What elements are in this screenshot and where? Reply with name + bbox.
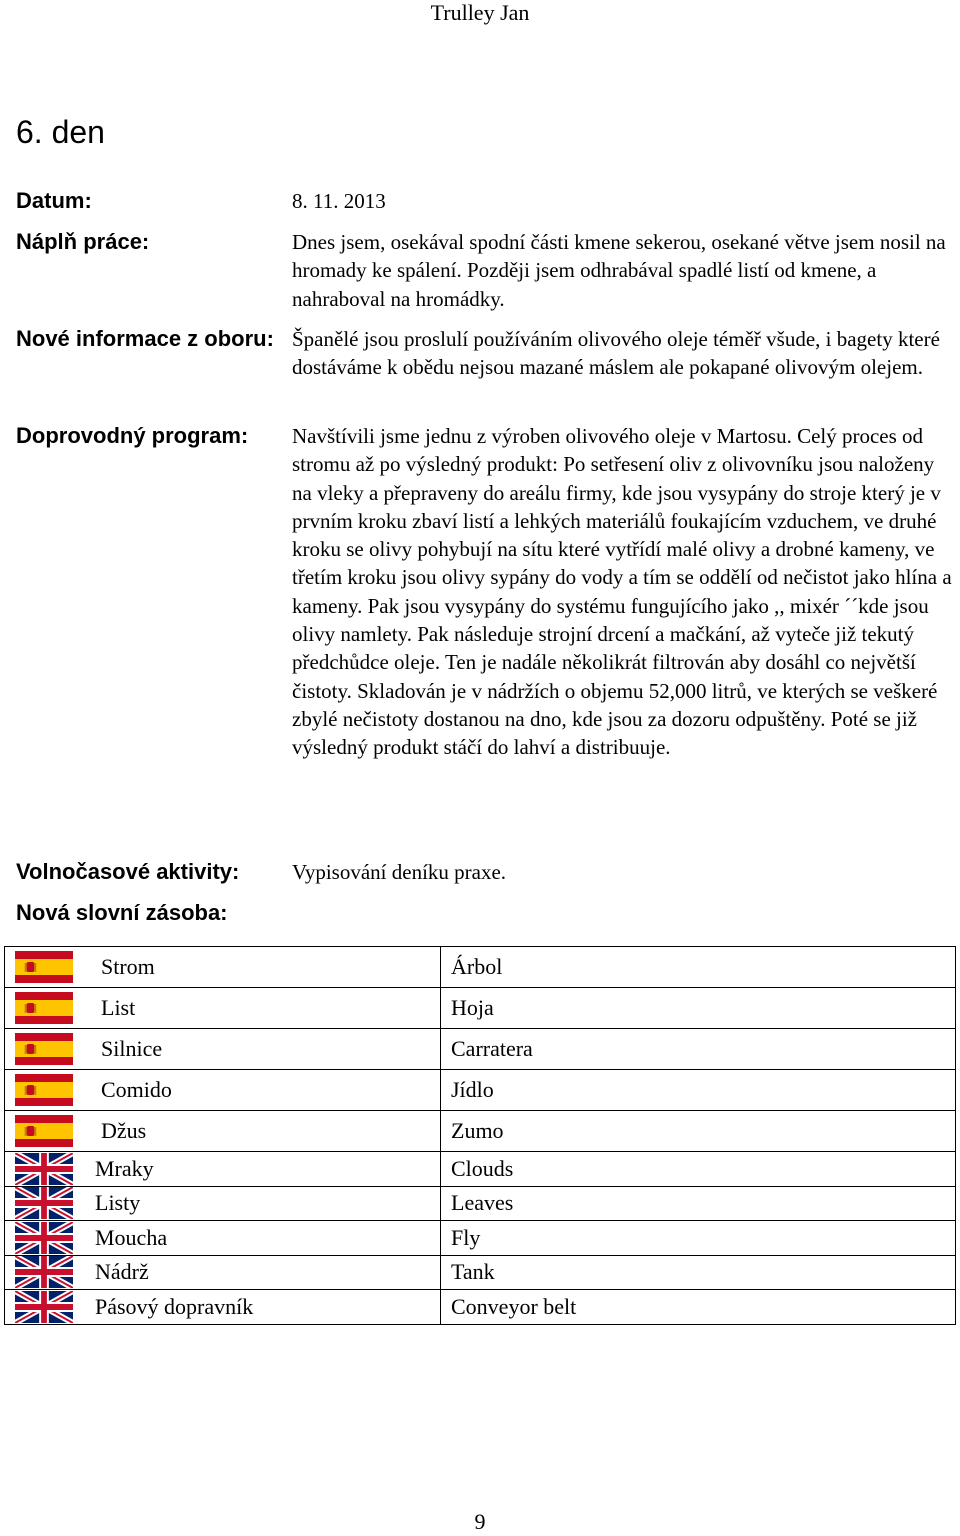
vocab-row: [5, 1290, 956, 1325]
vocab-czech-cell-content: [5, 1115, 440, 1147]
vocabulary-table-body: [5, 947, 956, 1325]
work-value: Dnes jsem, osekával spodní části kmene sekerou, osekané větve jsem nosil na hromady ke spálení. Později jsem odhrabával spadlé listí od kmene, a nahraboval na hromádky.: [292, 230, 946, 311]
uk-flag-icon: [15, 1222, 73, 1254]
vocab-czech-cell: [5, 1111, 441, 1152]
info-value: Španělé jsou proslulí používáním olivového oleje téměř všude, i bagety které dostáváme k obědu nejsou mazané máslem ale pokapané olivovým olejem.: [292, 327, 940, 380]
vocab-row: [5, 988, 956, 1029]
page-header-author: Trulley Jan: [430, 0, 530, 25]
spain-flag-icon: [15, 951, 73, 983]
vocab-czech-cell: [5, 1070, 441, 1111]
vocab-czech-word: Nádrž: [95, 1259, 149, 1285]
vocab-row: [5, 1029, 956, 1070]
vocab-czech-word: Comido: [101, 1077, 172, 1102]
vocab-foreign-word: Clouds: [441, 1152, 956, 1187]
vocab-czech-cell-content: [5, 992, 440, 1024]
vocab-czech-cell-content: [5, 1222, 440, 1254]
vocab-czech-word: Moucha: [95, 1224, 168, 1250]
spain-flag-icon: [15, 1115, 73, 1147]
vocab-foreign-word: Fly: [441, 1221, 956, 1256]
vocab-foreign-word: Jídlo: [441, 1070, 956, 1111]
vocab-row: [5, 1152, 956, 1187]
vocab-czech-cell: [5, 1029, 441, 1070]
vocab-row: [5, 1255, 956, 1290]
vocab-czech-cell: [5, 947, 441, 988]
vocab-czech-cell: [5, 1186, 441, 1221]
vocab-row: [5, 1111, 956, 1152]
work-label: Náplň práce:: [16, 229, 150, 254]
vocab-foreign-word: Conveyor belt: [441, 1290, 956, 1325]
page-number: 9: [474, 1509, 486, 1534]
leisure-label: Volnočasové aktivity:: [16, 859, 240, 884]
vocab-label: Nová slovní zásoba:: [16, 900, 228, 925]
vocab-row: [5, 1186, 956, 1221]
date-label: Datum:: [16, 188, 92, 213]
vocab-czech-cell: [5, 1221, 441, 1256]
vocab-czech-word: Pásový dopravník: [95, 1293, 254, 1319]
vocab-foreign-word: Árbol: [441, 947, 956, 988]
vocab-czech-word: Džus: [101, 1118, 147, 1143]
uk-flag-icon: [15, 1187, 73, 1219]
spain-flag-icon: [15, 992, 73, 1024]
vocab-foreign-word: Zumo: [441, 1111, 956, 1152]
vocab-czech-word: Strom: [101, 954, 155, 979]
vocabulary-table: [4, 946, 956, 1325]
date-value: 8. 11. 2013: [292, 189, 386, 213]
vocab-czech-cell-content: [5, 1153, 440, 1185]
spain-flag-icon: [15, 1074, 73, 1106]
vocab-czech-word: Mraky: [95, 1155, 154, 1181]
vocab-czech-cell: [5, 1152, 441, 1187]
vocab-czech-cell-content: [5, 1187, 440, 1219]
vocab-foreign-word: Hoja: [441, 988, 956, 1029]
vocab-foreign-word: Carratera: [441, 1029, 956, 1070]
info-label: Nové informace z oboru:: [16, 326, 274, 351]
vocab-czech-cell-content: [5, 1256, 440, 1288]
vocab-czech-word: Silnice: [101, 1036, 163, 1061]
vocab-row: [5, 1070, 956, 1111]
program-value: Navštívili jsme jednu z výroben olivového oleje v Martosu. Celý proces od stromu až po výsledný produkt: Po setřesení oliv z olivovníku jsou naloženy na vleky a přepraveny do areálu firmy, kde jsou vysypány do stroje který je v prvním kroku zbaví listí a lehkých materiálů foukajícím vzduchem, ve druhé kroku se olivy pohybují na sítu které vytřídí malé olivy a drobné kameny, ve třetím kroku jsou olivy sypány do vody a tím se oddělí od nečistot jako hlína a kameny. Pak jsou vysypány do systému fungujícího jako ,, mixér ´´kde jsou olivy namlety. Pak následuje strojní drcení a mačkání, až vyteče již tekutý předchůdce oleje. Ten je nadále několikrát filtrován aby dosáhl co největší čistoty. Skladován je v nádržích o objemu 52,000 litrů, ve kterých se veškeré zbylé nečistoty dostanou na dno, kde jsou za dozoru odpuštěny. Poté se již výsledný produkt stáčí do lahví a distribuuje.: [292, 424, 952, 760]
uk-flag-icon: [15, 1153, 73, 1185]
vocab-czech-cell: [5, 1290, 441, 1325]
vocab-czech-cell-content: [5, 1033, 440, 1065]
day-title: 6. den: [16, 114, 105, 150]
spain-flag-icon: [15, 1033, 73, 1065]
vocab-row: [5, 947, 956, 988]
uk-flag-icon: [15, 1291, 73, 1323]
vocab-czech-cell-content: [5, 1074, 440, 1106]
vocab-czech-cell: [5, 988, 441, 1029]
vocab-czech-word: Listy: [95, 1190, 141, 1216]
uk-flag-icon: [15, 1256, 73, 1288]
vocab-czech-cell-content: [5, 951, 440, 983]
vocab-czech-cell-content: [5, 1291, 440, 1323]
vocab-row: [5, 1221, 956, 1256]
vocab-foreign-word: Tank: [441, 1255, 956, 1290]
program-label: Doprovodný program:: [16, 423, 249, 448]
vocab-czech-cell: [5, 1255, 441, 1290]
leisure-value: Vypisování deníku praxe.: [292, 860, 507, 884]
vocab-czech-word: List: [101, 995, 136, 1020]
vocab-foreign-word: Leaves: [441, 1186, 956, 1221]
